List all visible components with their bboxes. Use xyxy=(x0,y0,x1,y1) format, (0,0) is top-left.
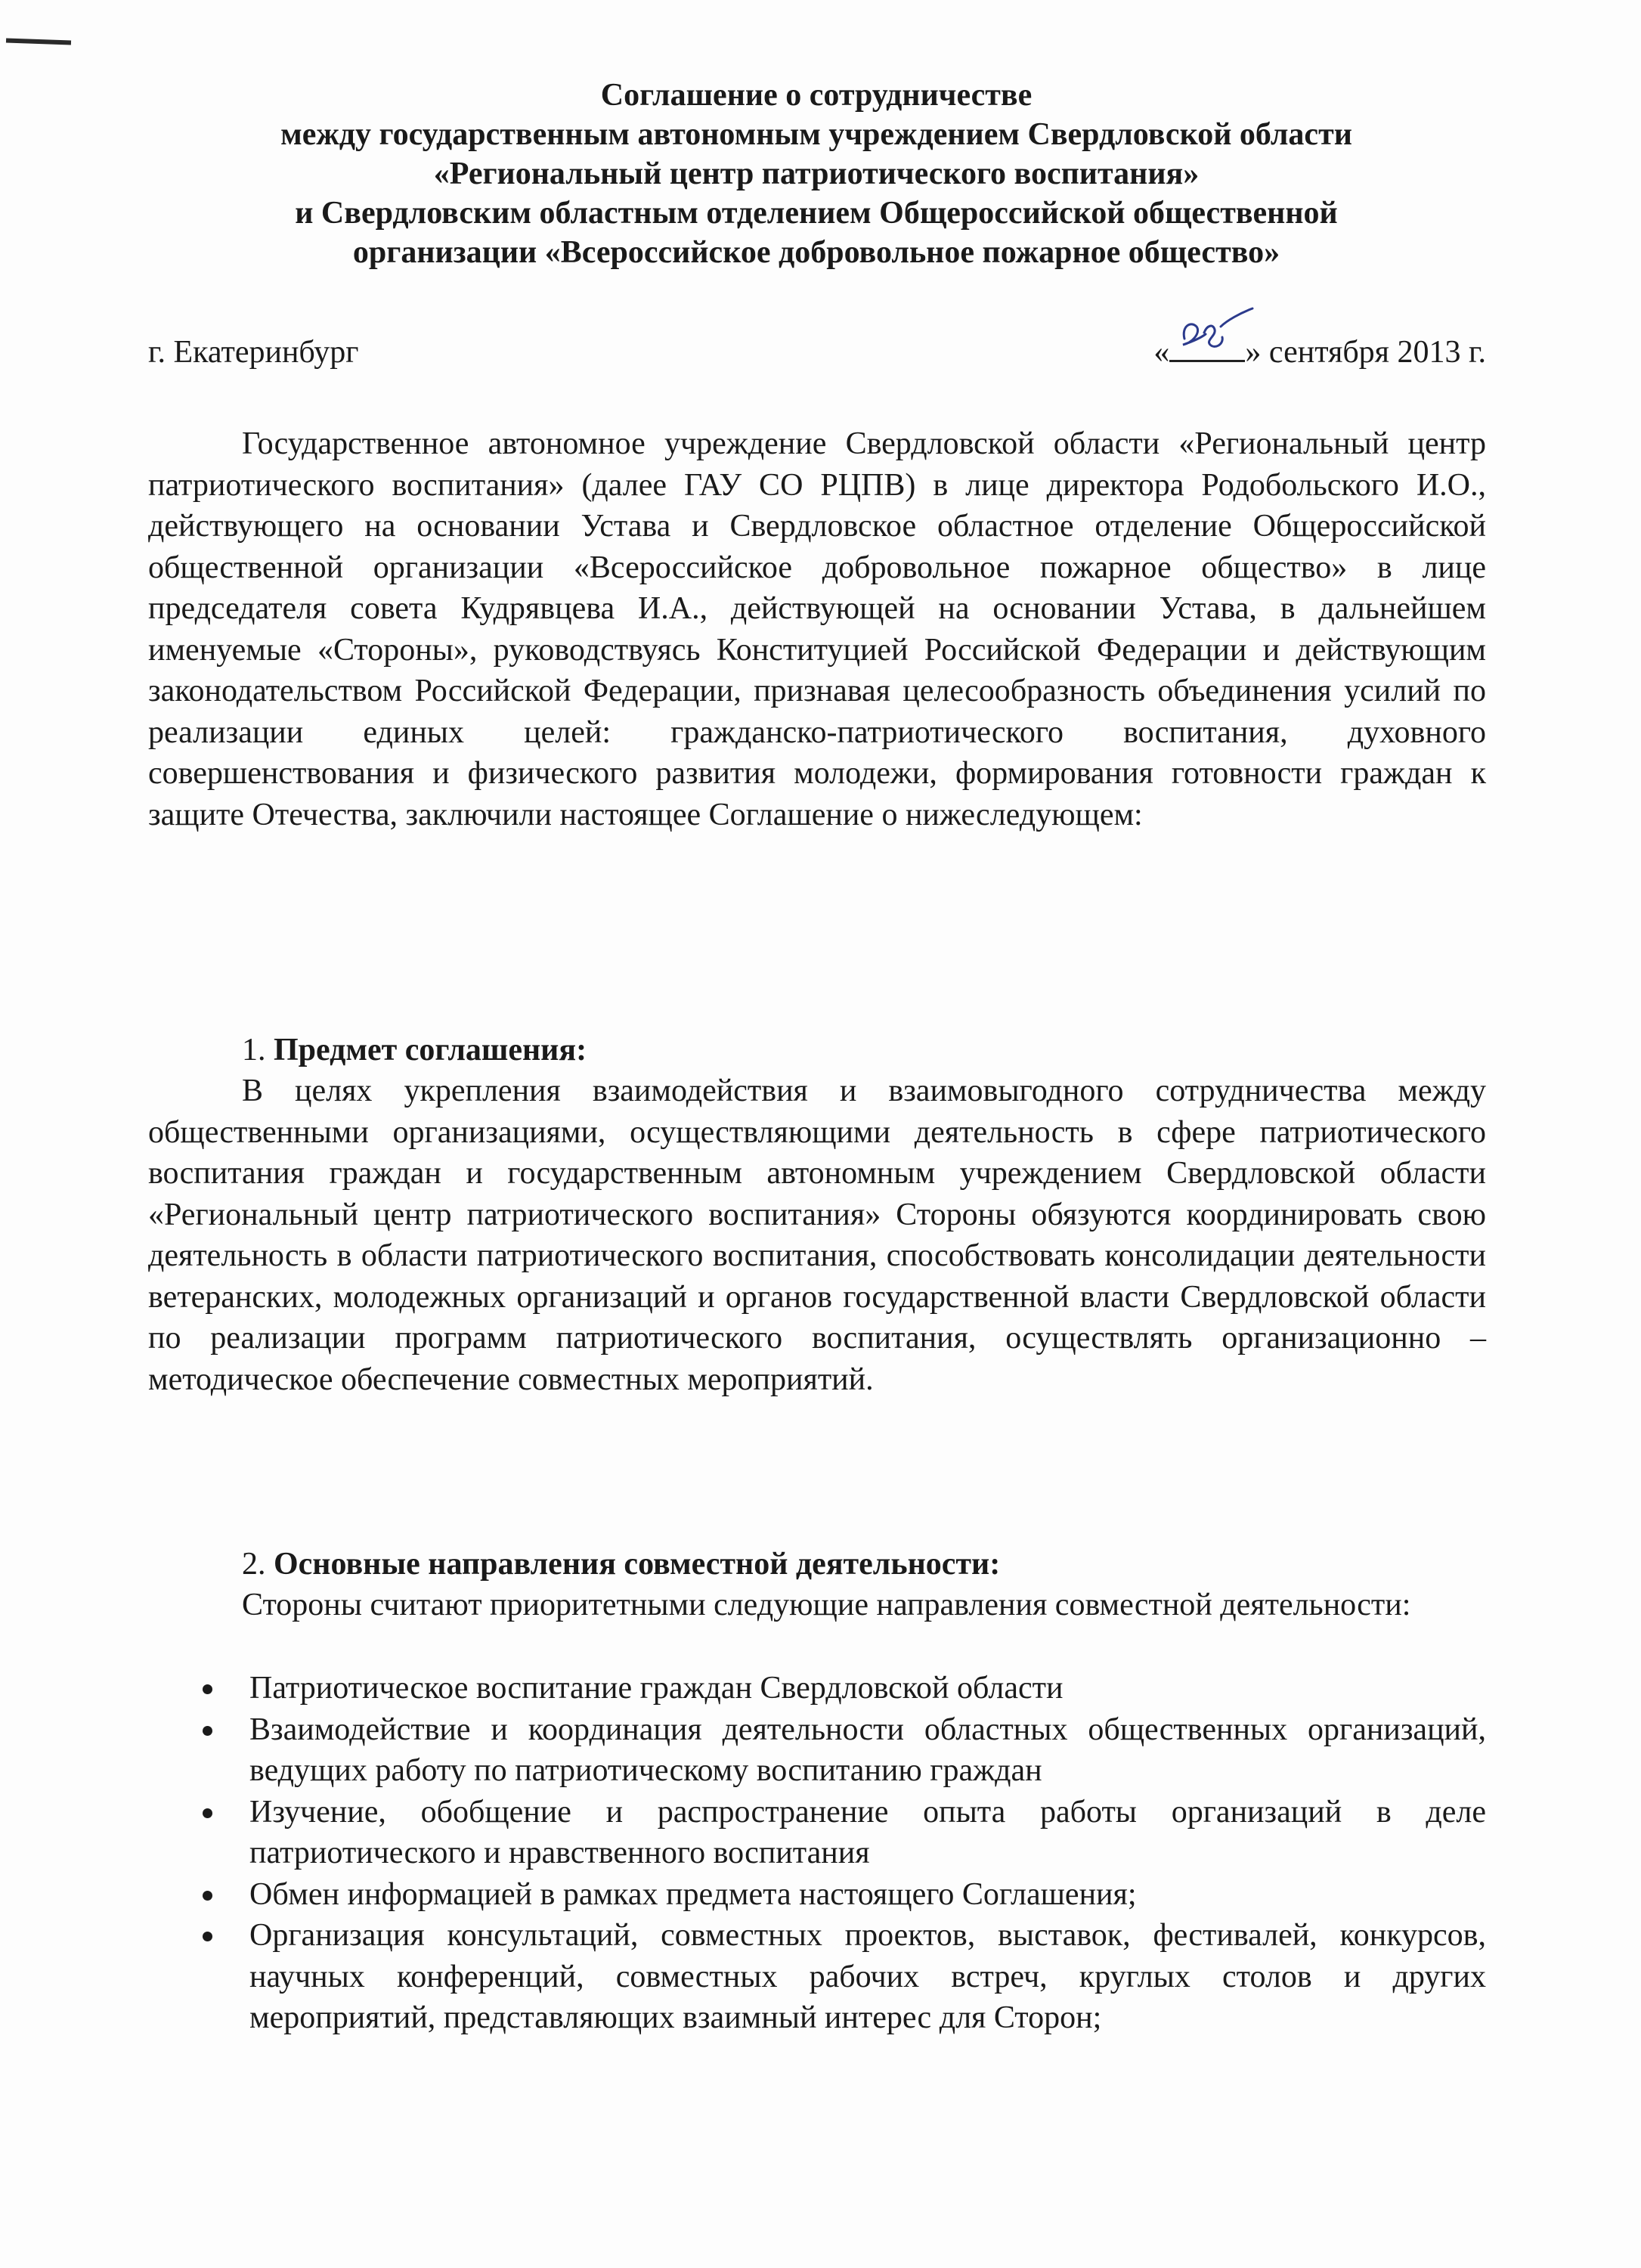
bullet-icon xyxy=(203,1932,212,1941)
list-item-text: Изучение, обобщение и распространение опыта работы организаций в деле патриотического и нравственного воспитания xyxy=(249,1794,1486,1870)
handwritten-day-number xyxy=(1174,304,1257,357)
date-day-field xyxy=(1169,334,1245,362)
bullet-icon xyxy=(203,1726,212,1736)
date xyxy=(1153,331,1486,373)
place-date-row xyxy=(148,331,1486,376)
title-line: организации «Всероссийское добровольное пожарное общество» xyxy=(352,235,1280,270)
section-1-paragraph: В целях укрепления взаимодействия и взаимовыгодного сотрудничества между общественными организациями, осуществляющими деятельность в сфере патриотического воспитания граждан и государственным автономным учреждением Свердловской области «Региональный центр патриотического воспитания» Стороны обязуются координировать свою деятельность в области патриотического воспитания, способствовать консолидации деятельности ветеранских, молодежных организаций и органов государственной власти Свердловской области по реализации программ патриотического воспитания, осуществлять организационно – методическое обеспечение совместных мероприятий. xyxy=(148,1074,1486,1397)
bullet-icon xyxy=(203,1891,212,1901)
bullet-icon xyxy=(203,1684,212,1694)
preamble-paragraph: Государственное автономное учреждение Свердловской области «Региональный центр патриотического воспитания» (далее ГАУ СО РЦПВ) в лице директора Родобольского И.О., действующего на основании Устава и Свердловское областное отделение Общероссийской общественной организации «Всероссийское добровольное пожарное общество» в лице председателя совета Кудрявцева И.А., действующей на основании Устава, в дальнейшем именуемые «Стороны», руководствуясь Конституцией Российской Федерации и действующим законодательством Российской Федерации, признавая целесообразность объединения усилий по реализации единых целей: гражданско-патриотического воспитания, духовного совершенствования и физического развития молодежи, формирования готовности граждан к защите Отечества, заключили настоящее Соглашение о нижеследующем: xyxy=(148,426,1486,832)
section-1-body xyxy=(148,1070,1486,1400)
document-title xyxy=(151,76,1482,272)
date-close-quote: » xyxy=(1245,335,1262,370)
section-2-intro: Стороны считают приоритетными следующие направления совместной деятельности: xyxy=(242,1588,1411,1622)
list-item xyxy=(148,1874,1486,1916)
section-1-number: 1. xyxy=(242,1033,266,1067)
section-1-heading xyxy=(242,1030,587,1070)
section-2-title: Основные направления совместной деятельности: xyxy=(274,1547,1001,1582)
preamble-block xyxy=(148,423,1486,835)
list-item-text: Организация консультаций, совместных проектов, выставок, фестивалей, конкурсов, научных конференций, совместных рабочих встреч, круглых столов и других мероприятий, представляющих взаимный интерес для Сторон; xyxy=(249,1918,1486,2035)
list-item xyxy=(148,1915,1486,2039)
date-month-year: сентября 2013 г. xyxy=(1268,335,1486,370)
title-line: между государственным автономным учреждением Свердловской области xyxy=(280,117,1352,152)
bullet-icon xyxy=(203,1808,212,1818)
list-item xyxy=(148,1792,1486,1874)
list-item xyxy=(148,1709,1486,1792)
city: г. Екатеринбург xyxy=(148,335,359,370)
section-1-title: Предмет соглашения: xyxy=(274,1033,587,1067)
section-2-intro-block xyxy=(148,1585,1486,1626)
list-item-text: Патриотическое воспитание граждан Свердловской области xyxy=(249,1671,1064,1706)
section-2-heading xyxy=(242,1544,1000,1585)
directions-list xyxy=(148,1668,1486,2039)
title-line: и Свердловским областным отделением Общероссийской общественной xyxy=(295,196,1338,231)
list-item xyxy=(148,1668,1486,1709)
date-open-quote: « xyxy=(1153,335,1170,370)
title-line: Соглашение о сотрудничестве xyxy=(600,78,1033,113)
scan-mark xyxy=(6,39,71,45)
section-2-number: 2. xyxy=(242,1547,266,1582)
list-item-text: Обмен информацией в рамках предмета настоящего Соглашения; xyxy=(249,1876,1137,1912)
title-line: «Региональный центр патриотического воспитания» xyxy=(433,156,1200,191)
list-item-text: Взаимодействие и координация деятельности областных общественных организаций, ведущих работу по патриотическому воспитанию граждан xyxy=(249,1712,1486,1788)
